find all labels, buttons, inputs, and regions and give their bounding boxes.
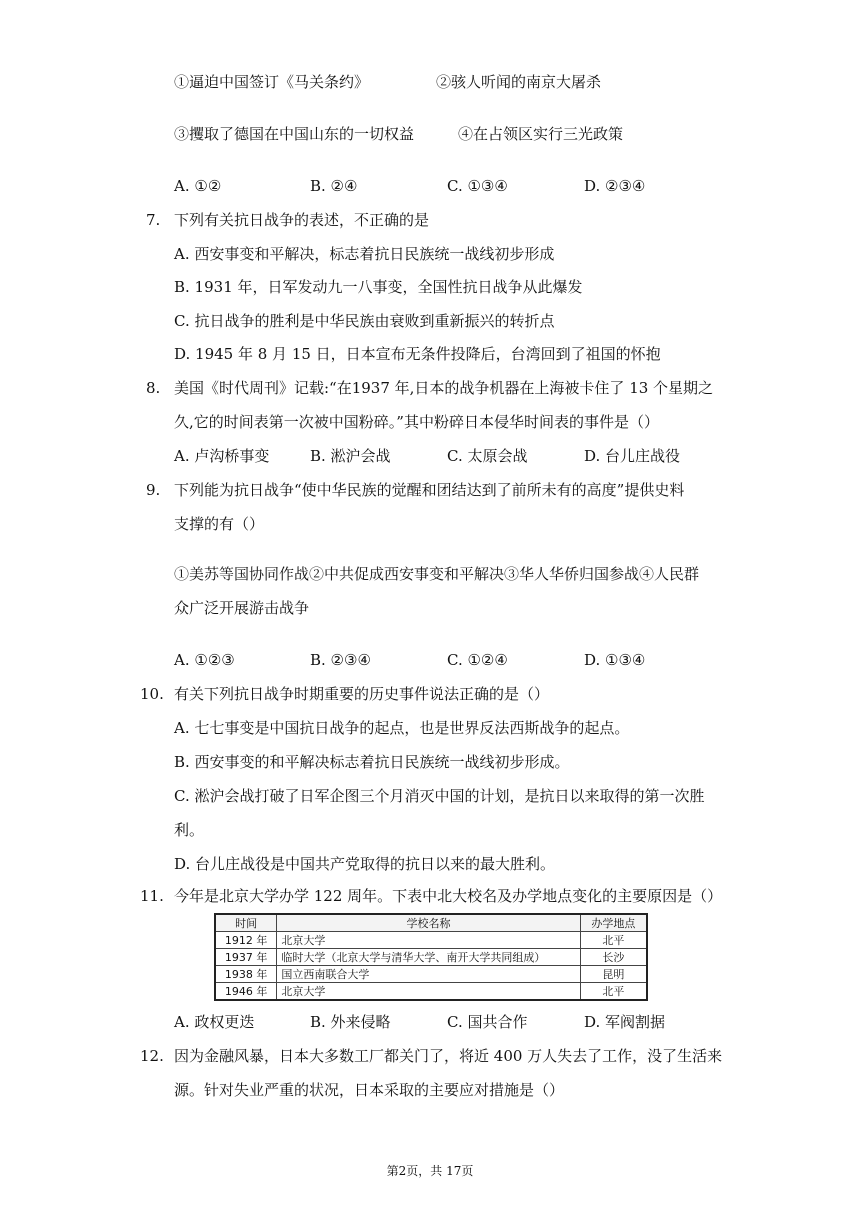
- q8-option-d[interactable]: D. 台儿庄战役: [584, 447, 681, 465]
- q9-option-b[interactable]: B. ②③④: [310, 651, 371, 669]
- table-cell-location: 昆明: [580, 966, 647, 983]
- page-footer: 第2页，共 17页: [386, 1164, 474, 1178]
- q9-items-line2: 众广泛开展游击战争: [174, 599, 310, 617]
- q10-stem: 有关下列抗日战争时期重要的历史事件说法正确的是（）: [174, 685, 550, 703]
- table-cell-school-name: 北京大学: [277, 983, 580, 1001]
- table-cell-time: 1937 年: [215, 949, 277, 966]
- q8-option-a[interactable]: A. 卢沟桥事变: [174, 447, 270, 465]
- q9-option-a[interactable]: A. ①②③: [174, 651, 235, 669]
- q9-stem-line1: 下列能为抗日战争“使中华民族的觉醒和团结达到了前所未有的高度”提供史料: [174, 481, 685, 499]
- peking-university-table: [214, 913, 648, 1001]
- q6-option-d[interactable]: D. ②③④: [584, 177, 646, 195]
- table-cell-time: 1938 年: [215, 966, 277, 983]
- table-cell-location: 北平: [580, 983, 647, 1001]
- table-header-school-name: 学校名称: [277, 914, 580, 932]
- table-header-location: 办学地点: [580, 914, 647, 932]
- q8-stem-line2: 久,它的时间表第一次被中国粉碎。”其中粉碎日本侵华时间表的事件是（）: [174, 413, 659, 431]
- q9-stem-line2: 支撑的有（）: [174, 515, 265, 533]
- q11-option-a[interactable]: A. 政权更迭: [174, 1013, 255, 1031]
- q11-option-b[interactable]: B. 外来侵略: [310, 1013, 391, 1031]
- q7-option-b[interactable]: B. 1931 年，日军发动九一八事变，全国性抗日战争从此爆发: [174, 278, 583, 296]
- table-row: [215, 983, 647, 1001]
- q6-option-c[interactable]: C. ①③④: [447, 177, 508, 195]
- q10-option-b[interactable]: B. 西安事变的和平解决标志着抗日民族统一战线初步形成。: [174, 753, 570, 771]
- table-row: [215, 966, 647, 983]
- table-cell-time: 1912 年: [215, 932, 277, 949]
- table-row: [215, 949, 647, 966]
- q9-option-c[interactable]: C. ①②④: [447, 651, 508, 669]
- q10-option-d[interactable]: D. 台儿庄战役是中国共产党取得的抗日以来的最大胜利。: [174, 855, 556, 873]
- table-header-row: [215, 914, 647, 932]
- table-header-time: 时间: [215, 914, 277, 932]
- table-cell-location: 北平: [580, 932, 647, 949]
- table-cell-school-name: 北京大学: [277, 932, 580, 949]
- q6-item-2: ②骇人听闻的南京大屠杀: [436, 73, 602, 91]
- q11-option-c[interactable]: C. 国共合作: [447, 1013, 528, 1031]
- q12-number: 12.: [140, 1047, 164, 1065]
- q6-option-a[interactable]: A. ①②: [174, 177, 222, 195]
- q10-option-c-cont: 利。: [174, 821, 205, 839]
- q9-option-d[interactable]: D. ①③④: [584, 651, 646, 669]
- table-cell-time: 1946 年: [215, 983, 277, 1001]
- q7-number: 7.: [146, 211, 161, 229]
- q9-items-line1: ①美苏等国协同作战②中共促成西安事变和平解决③华人华侨归国参战④人民群: [174, 565, 700, 583]
- q6-item-3: ③攫取了德国在中国山东的一切权益: [174, 125, 415, 143]
- q10-number: 10.: [140, 685, 164, 703]
- table-cell-school-name: 临时大学（北京大学与清华大学、南开大学共同组成）: [277, 949, 580, 966]
- q11-stem: 今年是北京大学办学 122 周年。下表中北大校名及办学地点变化的主要原因是（）: [174, 887, 723, 905]
- table-cell-school-name: 国立西南联合大学: [277, 966, 580, 983]
- q12-stem-line2: 源。针对失业严重的状况，日本采取的主要应对措施是（）: [174, 1081, 565, 1099]
- q6-option-b[interactable]: B. ②④: [310, 177, 358, 195]
- table-cell-location: 长沙: [580, 949, 647, 966]
- q7-option-d[interactable]: D. 1945 年 8 月 15 日，日本宣布无条件投降后，台湾回到了祖国的怀抱: [174, 345, 661, 363]
- q10-option-c[interactable]: C. 淞沪会战打破了日军企图三个月消灭中国的计划，是抗日以来取得的第一次胜: [174, 787, 705, 805]
- q12-stem-line1: 因为金融风暴，日本大多数工厂都关门了，将近 400 万人失去了工作，没了生活来: [174, 1047, 723, 1065]
- q6-item-4: ④在占领区实行三光政策: [458, 125, 624, 143]
- q11-option-d[interactable]: D. 军阀割据: [584, 1013, 666, 1031]
- q7-option-a[interactable]: A. 西安事变和平解决，标志着抗日民族统一战线初步形成: [174, 245, 555, 263]
- q7-option-c[interactable]: C. 抗日战争的胜利是中华民族由衰败到重新振兴的转折点: [174, 312, 555, 330]
- q8-number: 8.: [146, 379, 161, 397]
- table-row: [215, 932, 647, 949]
- q10-option-a[interactable]: A. 七七事变是中国抗日战争的起点，也是世界反法西斯战争的起点。: [174, 719, 630, 737]
- q8-option-b[interactable]: B. 淞沪会战: [310, 447, 391, 465]
- q6-item-1: ①逼迫中国签订《马关条约》: [174, 73, 370, 91]
- q8-stem-line1: 美国《时代周刊》记载:“在1937 年,日本的战争机器在上海被卡住了 13 个星期之: [174, 379, 714, 397]
- q9-number: 9.: [146, 481, 161, 499]
- q11-number: 11.: [140, 887, 164, 905]
- q8-option-c[interactable]: C. 太原会战: [447, 447, 528, 465]
- q7-stem: 下列有关抗日战争的表述，不正确的是: [174, 211, 430, 229]
